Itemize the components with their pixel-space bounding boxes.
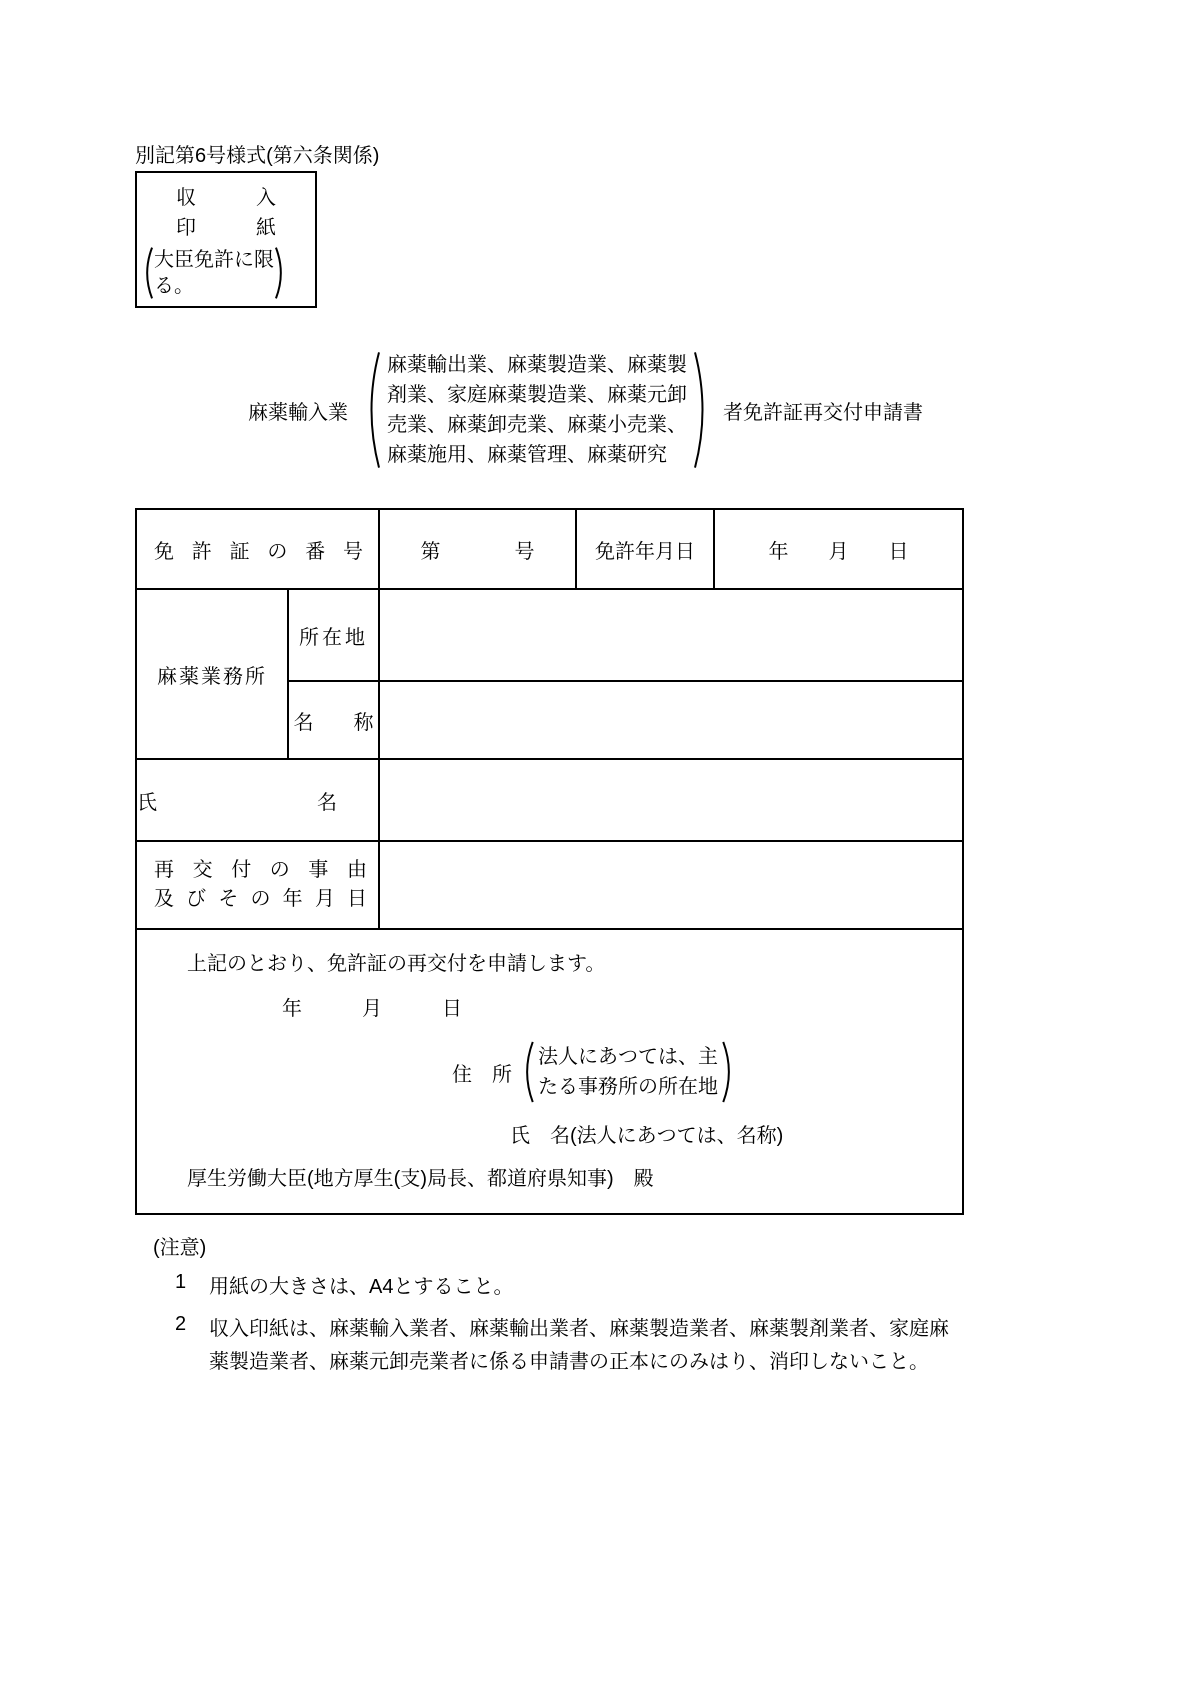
- note-text: 収入印紙は、麻薬輸入業者、麻薬輸出業者、麻薬製造業者、麻薬製剤業者、家庭麻薬製造業者、麻薬元卸売業者に係る申請書の正本にのみはり、消印しないこと。: [209, 1318, 949, 1373]
- stamp-line-2: 印 紙: [176, 217, 276, 239]
- number-suffix-label: 号: [514, 540, 535, 563]
- license-number-value-cell: [379, 509, 576, 589]
- left-bracket-icon: [362, 350, 382, 470]
- declaration-address-label: 住 所: [452, 1063, 512, 1086]
- revenue-stamp-box: [135, 171, 317, 308]
- form-number: 別記第6号様式(第六条関係): [135, 145, 380, 167]
- title-bracket-line-1: 麻薬輸出業、麻薬製造業、麻薬製: [387, 354, 687, 376]
- notes-section: [153, 1235, 1181, 1379]
- notes-heading: (注意): [153, 1237, 207, 1259]
- application-table: [135, 508, 964, 1215]
- number-prefix-label: 第: [420, 540, 441, 563]
- declaration-address-note: [538, 1042, 718, 1102]
- declaration-date-line: 年 月 日: [282, 998, 462, 1020]
- note-item-2: [175, 1313, 1181, 1379]
- left-bracket-icon: [141, 246, 154, 300]
- stamp-note-line-2: る。: [154, 275, 194, 297]
- title-bracket-list: [387, 350, 687, 470]
- stamp-line-1: 収 入: [176, 187, 276, 209]
- form-title: [248, 350, 1181, 470]
- title-suffix: 者免許証再交付申請書: [723, 401, 923, 424]
- reissue-reason-value-cell: [379, 841, 963, 929]
- office-address-value-cell: [379, 589, 963, 681]
- stamp-note: [141, 246, 315, 300]
- license-date-label: 免許年月日: [576, 509, 714, 589]
- declaration-address-row: [452, 1040, 962, 1104]
- stamp-note-text: [154, 247, 274, 299]
- title-bracket-line-4: 麻薬施用、麻薬管理、麻薬研究: [387, 444, 667, 466]
- note-text: 用紙の大きさは、A4とすること。: [209, 1276, 514, 1298]
- title-prefix: 麻薬輸入業: [248, 401, 348, 424]
- license-number-label: 免許証の番号: [154, 540, 363, 563]
- address-note-line-2: たる事務所の所在地: [538, 1076, 718, 1098]
- title-bracket-line-3: 売業、麻薬卸売業、麻薬小売業、: [387, 414, 687, 436]
- declaration-statement: 上記のとおり、免許証の再交付を申請します。: [187, 953, 606, 975]
- office-name-value-cell: [379, 681, 963, 759]
- office-name-label: 名 称: [288, 681, 379, 759]
- note-item-1: [175, 1271, 1181, 1304]
- person-name-value-cell: [379, 759, 963, 841]
- license-date-value: 年 月 日: [714, 509, 963, 589]
- revenue-stamp-label: [137, 183, 315, 243]
- reissue-reason-label-cell: [136, 841, 379, 929]
- note-number: 1: [175, 1271, 187, 1293]
- declaration-addressee: 厚生労働大臣(地方厚生(支)局長、都道府県知事) 殿: [187, 1168, 654, 1190]
- right-bracket-icon: [274, 246, 287, 300]
- left-bracket-icon: [520, 1040, 535, 1104]
- declaration-name-line: 氏 名(法人にあつては、名称): [510, 1125, 784, 1147]
- right-bracket-icon: [721, 1040, 736, 1104]
- person-name-label: 氏 名: [136, 759, 379, 841]
- license-number-label-cell: [136, 509, 379, 589]
- reissue-reason-line-1: 再交付の事由: [154, 859, 367, 881]
- declaration-cell: [136, 929, 963, 1214]
- title-bracket-line-2: 剤業、家庭麻薬製造業、麻薬元卸: [387, 384, 687, 406]
- office-address-label: 所在地: [288, 589, 379, 681]
- stamp-note-line-1: 大臣免許に限: [154, 249, 274, 271]
- note-number: 2: [175, 1313, 187, 1335]
- office-label: 麻薬業務所: [136, 589, 288, 759]
- address-note-line-1: 法人にあつては、主: [538, 1046, 718, 1068]
- right-bracket-icon: [692, 350, 712, 470]
- reissue-reason-line-2: 及びその年月日: [154, 888, 367, 910]
